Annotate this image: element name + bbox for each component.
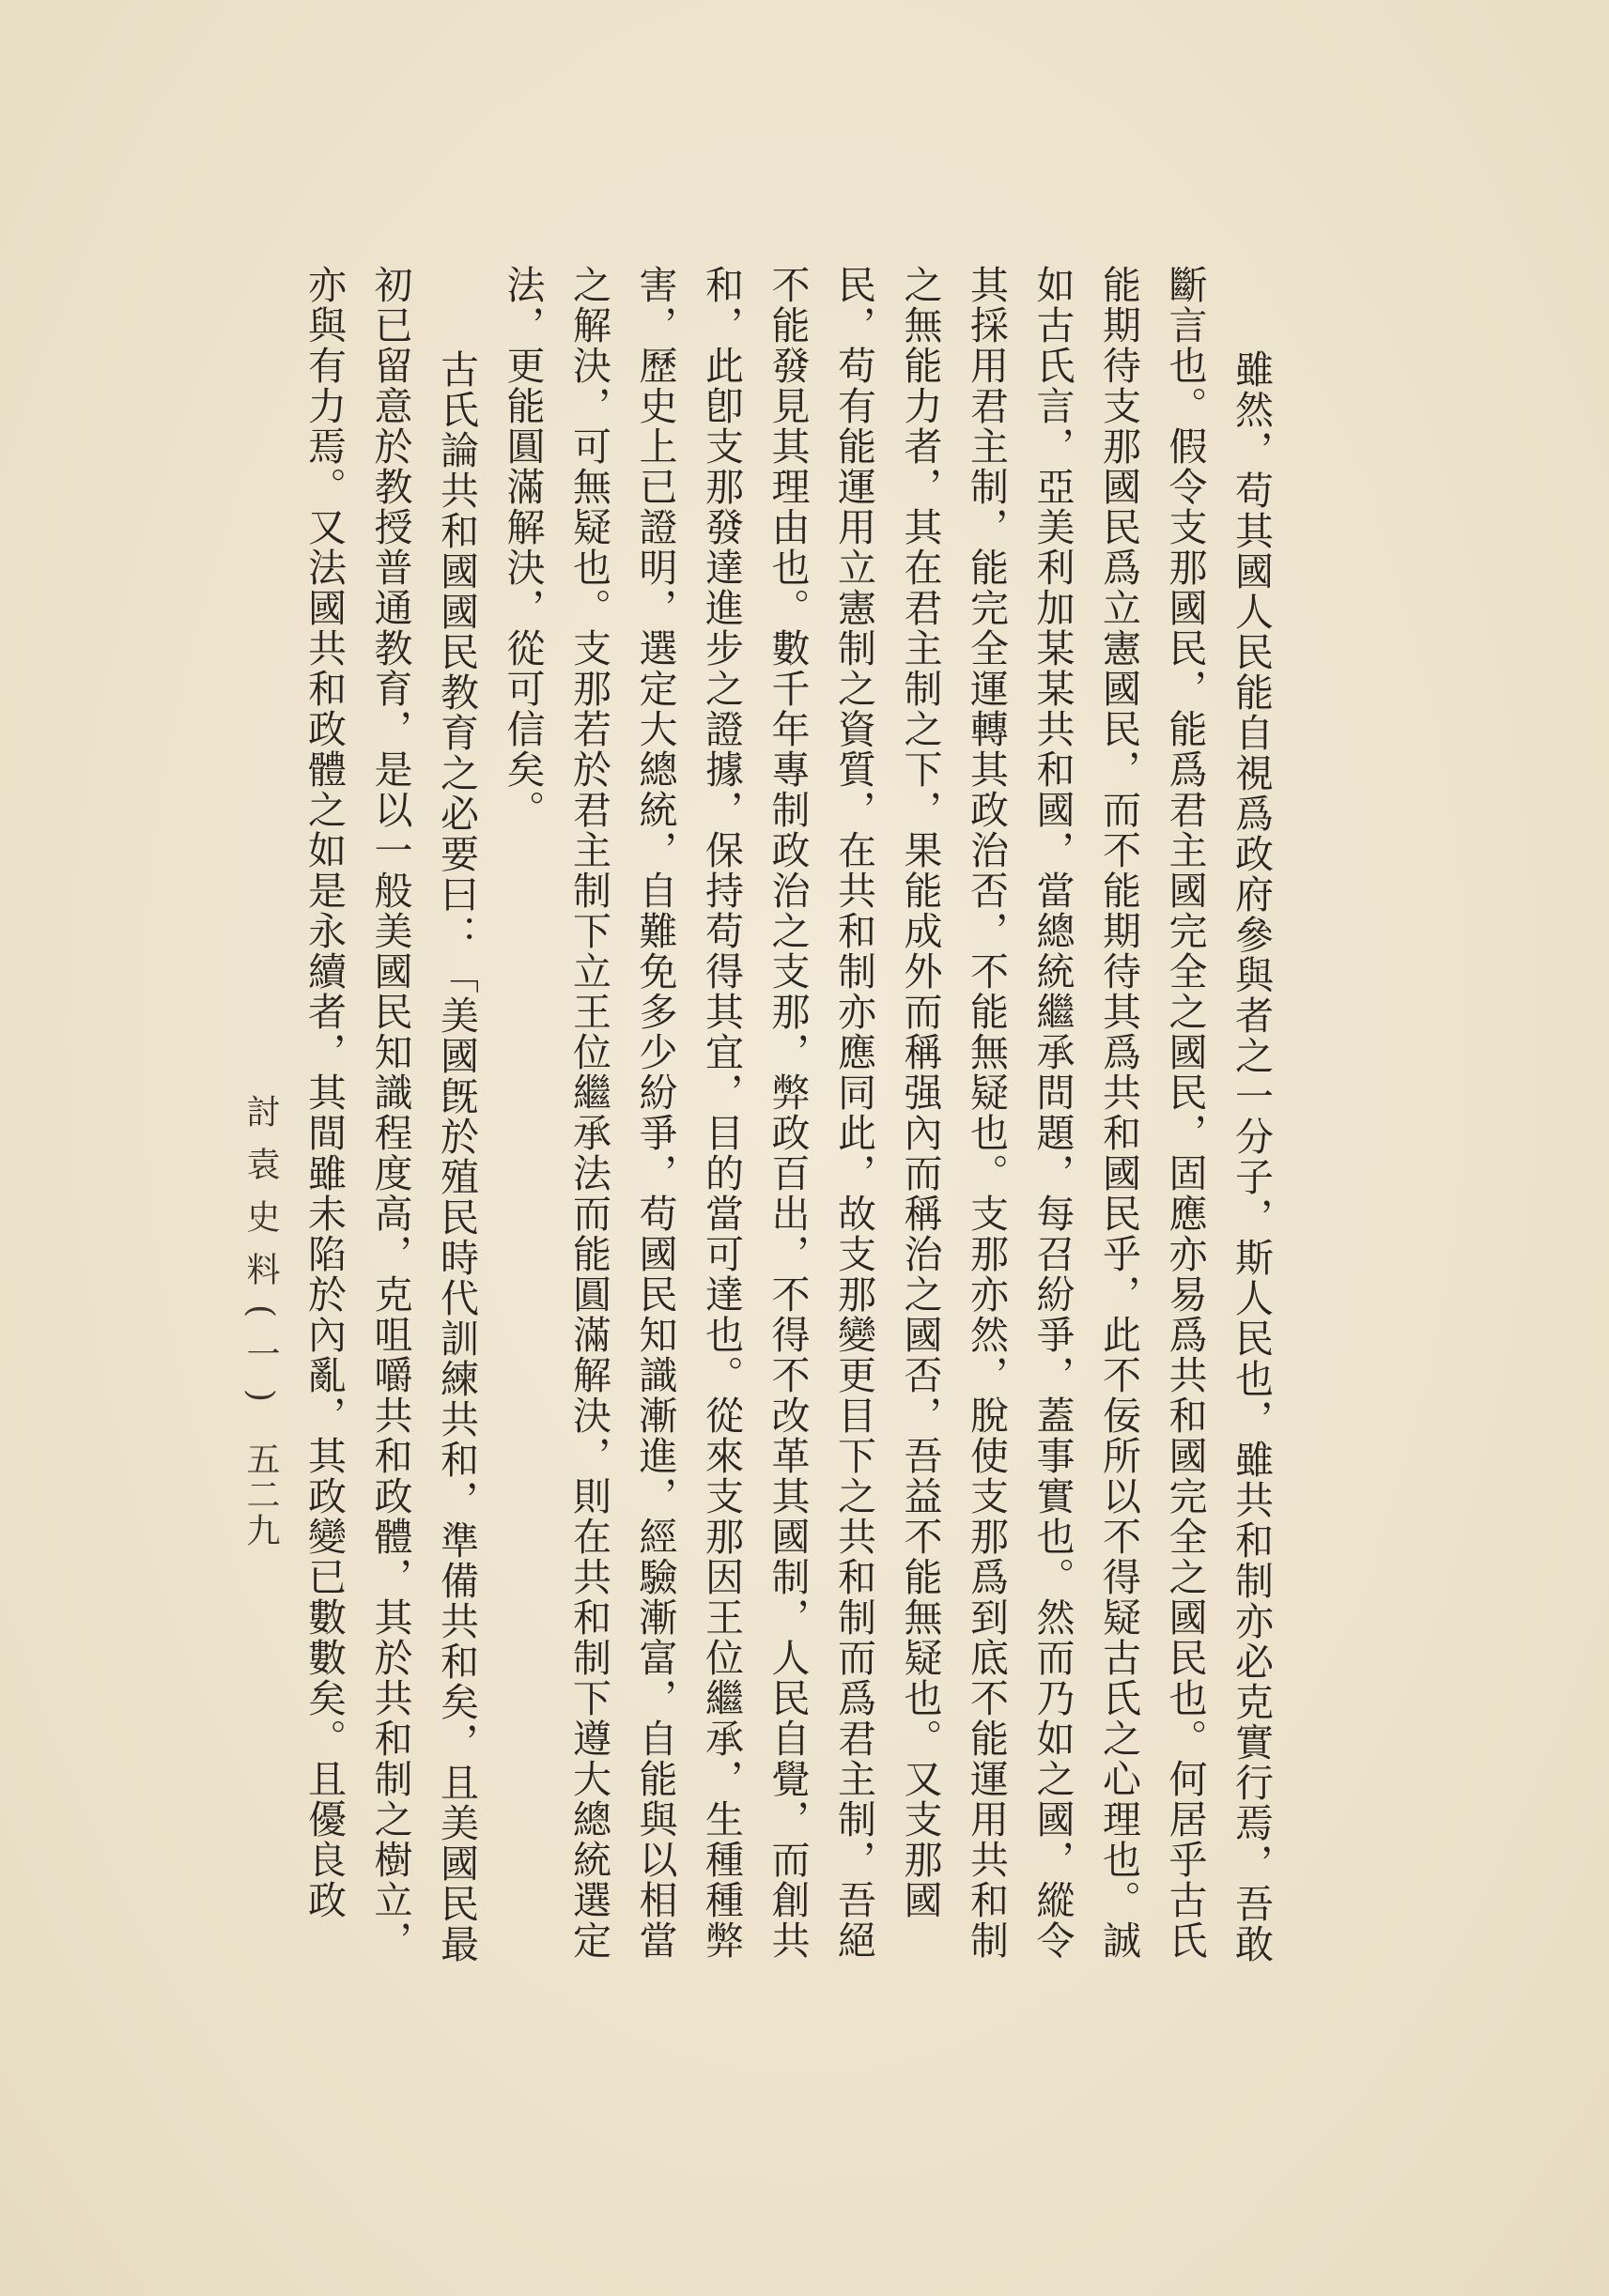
text-column: 其採用君主制，能完全運轉其政治否，不能無疑也。支那亦然，脫使支那爲到底不能運用共和制 (964, 265, 1009, 1961)
book-title: 討袁史料(一) (241, 1094, 280, 1422)
text-column: 能期待支那國民爲立憲國民，而不能期待其爲共和國民乎，此不佞所以不得疑古氏之心理也。誠 (1096, 265, 1141, 1961)
text-column: 雖然，苟其國人民能自視爲政府參與者之一分子，斯人民也，雖共和制亦必克實行焉，吾敢 (1229, 349, 1274, 1965)
text-column: 不能發見其理由也。數千年專制政治之支那，弊政百出，不得不改革其國制，人民自覺，而創共 (765, 265, 811, 1961)
text-column: 斷言也。假令支那國民，能爲君主國完全之國民，固應亦易爲共和國完全之國民也。何居乎古氏 (1162, 265, 1208, 1961)
text-column: 之解決，可無疑也。支那若於君主制下立王位繼承法而能圓滿解決，則在共和制下遵大總統選定 (566, 265, 611, 1961)
text-column: 害，歷史上已證明，選定大總統，自難免多少紛爭，苟國民知識漸進，經驗漸富，自能與以相當 (632, 265, 678, 1961)
text-column: 之無能力者，其在君主制之下，果能成外而稱强內而稱治之國否，吾益不能無疑也。又支那國 (897, 265, 943, 1920)
text-column: 民，苟有能運用立憲制之資質，在共和制亦應同此，故支那變更目下之共和制而爲君主制，吾絕 (831, 265, 876, 1961)
text-column: 和，此卽支那發達進步之證據，保持苟得其宜，目的當可達也。從來支那因王位繼承，生種種弊 (699, 265, 744, 1961)
text-column: 亦與有力焉。又法國共和政體之如是永續者，其間雖未陷於內亂，其政變已數數矣。且優良政 (302, 265, 347, 1920)
text-column: 初已留意於教授普通教育，是以一般美國民知識程度高，克咀嚼共和政體，其於共和制之樹立， (367, 265, 413, 1961)
text-column: 法，更能圓滿解決，從可信矣。 (500, 265, 546, 830)
page-number: 五二九 (241, 1441, 280, 1549)
text-column: 如古氏言，亞美利加某某共和國，當總統繼承問題，每召紛爭，蓋事實也。然而乃如之國，縱令 (1029, 265, 1075, 1961)
text-column: 古氏論共和國國民教育之必要曰：「美國旣於殖民時代訓練共和，準備共和矣，且美國民最 (434, 349, 479, 1965)
body-text (291, 265, 1285, 2011)
